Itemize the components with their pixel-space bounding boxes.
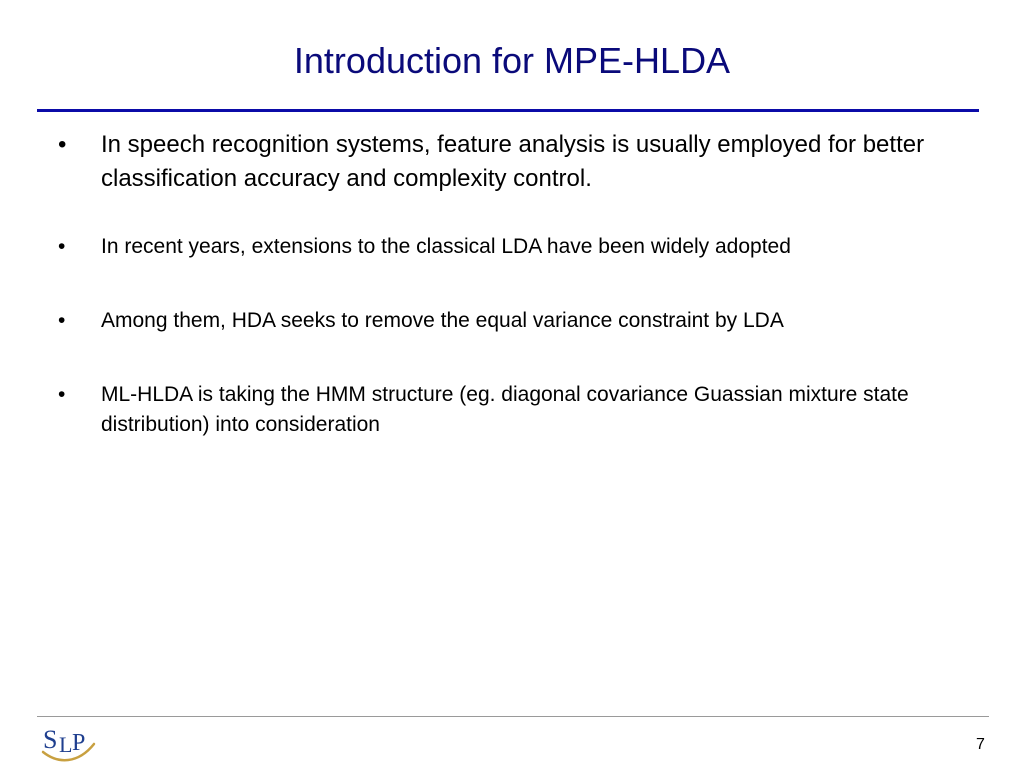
bullet-item — [58, 128, 978, 196]
slide-title: Introduction for MPE-HLDA — [293, 40, 731, 81]
svg-text:S: S — [43, 725, 58, 754]
title-divider — [37, 109, 979, 112]
bullet-text: Among them, HDA seeks to remove the equal variance constraint by LDA — [101, 309, 784, 332]
bullet-text: In recent years, extensions to the classical LDA have been widely adopted — [101, 235, 791, 258]
bullet-list — [58, 128, 978, 484]
page-number: 7 — [976, 736, 985, 753]
bullet-item — [58, 306, 978, 336]
bullet-text: ML-HLDA is taking the HMM structure (eg. diagonal covariance Guassian mixture state distribution) into consideration — [101, 383, 909, 436]
bullet-marker: • — [58, 131, 67, 158]
svg-text:P: P — [72, 730, 86, 756]
bullet-marker: • — [58, 383, 66, 406]
bullet-text: In speech recognition systems, feature analysis is usually employed for better classification accuracy and complexity control. — [101, 131, 925, 192]
bullet-item — [58, 380, 978, 440]
bullet-item — [58, 232, 978, 262]
footer-divider — [37, 716, 989, 717]
svg-text:L: L — [59, 732, 73, 757]
bullet-marker: • — [58, 235, 66, 258]
bullet-marker: • — [58, 309, 66, 332]
slp-logo — [40, 722, 96, 764]
